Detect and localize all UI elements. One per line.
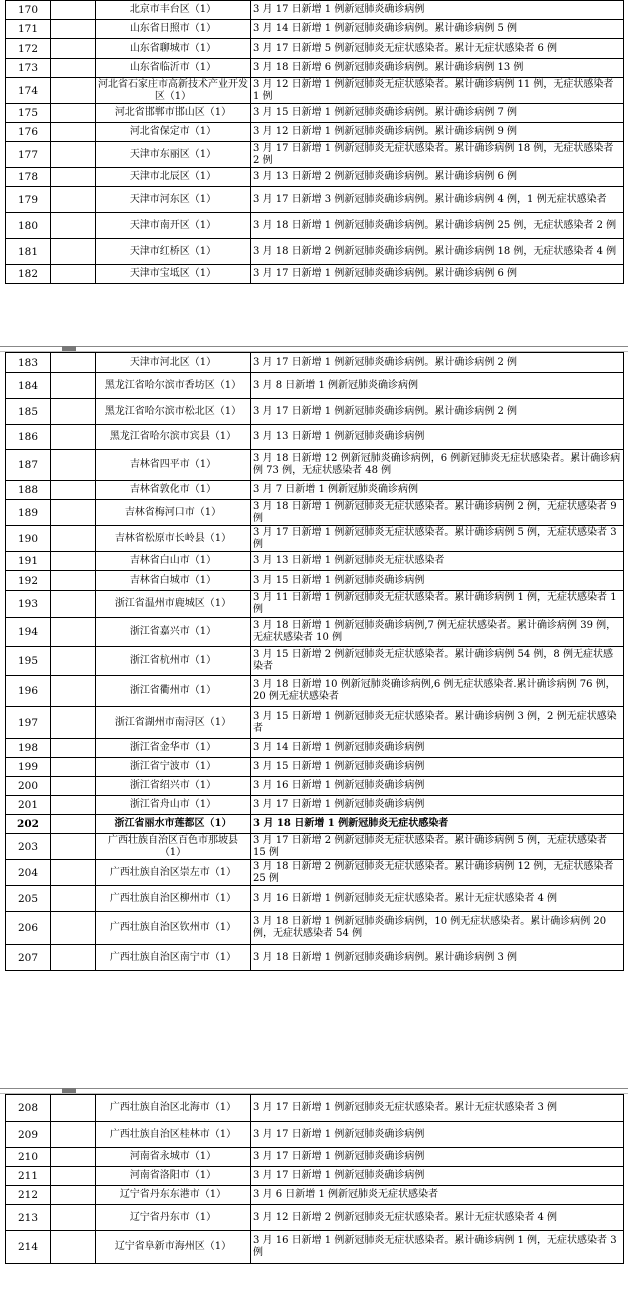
region-cell: 河北省邯郸市邯山区（1） (96, 104, 251, 123)
region-cell: 广西壮族自治区百色市那坡县（1） (96, 834, 251, 860)
region-cell: 河南省洛阳市（1） (96, 1167, 251, 1186)
region-cell: 黑龙江省哈尔滨市宾县（1） (96, 425, 251, 450)
region-cell: 吉林省四平市（1） (96, 450, 251, 481)
table-row (6, 39, 624, 59)
region-cell: 辽宁省丹东东港市（1） (96, 1186, 251, 1205)
region-cell: 吉林省白山市（1） (96, 552, 251, 571)
description-cell: 3 月 18 日新增 2 例新冠肺炎无症状感染者。累计确诊病例 12 例，无症状感染者 25 例 (251, 860, 624, 886)
row-number: 213 (6, 1205, 51, 1231)
region-cell: 天津市河东区（1） (96, 187, 251, 213)
description-cell: 3 月 15 日新增 1 例新冠肺炎无症状感染者。累计确诊病例 3 例，2 例无症状感染者 (251, 707, 624, 739)
empty-cell (51, 104, 96, 123)
region-cell: 吉林省敦化市（1） (96, 481, 251, 500)
table-row (6, 571, 624, 591)
table-row (6, 834, 624, 860)
description-cell: 3 月 11 日新增 1 例新冠肺炎无症状感染者。累计确诊病例 1 例，无症状感染者 1 例 (251, 591, 624, 618)
region-cell: 浙江省丽水市莲都区（1） (96, 815, 251, 834)
table-row (6, 1205, 624, 1231)
description-cell: 3 月 17 日新增 1 例新冠肺炎确诊病例 (251, 1167, 624, 1186)
empty-cell (51, 1148, 96, 1167)
table-row (6, 373, 624, 399)
case-table (5, 352, 624, 971)
row-number: 184 (6, 373, 51, 399)
row-number: 188 (6, 481, 51, 500)
empty-cell (51, 39, 96, 59)
description-cell: 3 月 15 日新增 1 例新冠肺炎确诊病例 (251, 758, 624, 777)
description-cell: 3 月 18 日新增 1 例新冠肺炎无症状感染者。累计确诊病例 2 例，无症状感染者 9 例 (251, 500, 624, 526)
table-row (6, 1186, 624, 1205)
empty-cell (51, 373, 96, 399)
row-number: 178 (6, 168, 51, 187)
description-cell: 3 月 17 日新增 5 例新冠肺炎无症状感染者。累计无症状感染者 6 例 (251, 39, 624, 59)
description-cell: 3 月 12 日新增 2 例新冠肺炎无症状感染者。累计无症状感染者 4 例 (251, 1205, 624, 1231)
empty-cell (51, 481, 96, 500)
empty-cell (51, 552, 96, 571)
empty-cell (51, 676, 96, 707)
region-cell: 天津市红桥区（1） (96, 239, 251, 265)
empty-cell (51, 1231, 96, 1264)
empty-cell (51, 20, 96, 39)
table-row (6, 450, 624, 481)
row-number: 214 (6, 1231, 51, 1264)
row-number: 205 (6, 886, 51, 912)
table-row (6, 1, 624, 20)
table-row (6, 912, 624, 945)
empty-cell (51, 618, 96, 647)
row-number: 198 (6, 739, 51, 758)
region-cell: 山东省聊城市（1） (96, 39, 251, 59)
empty-cell (51, 239, 96, 265)
description-cell: 3 月 18 日新增 1 例新冠肺炎无症状感染者 (251, 815, 624, 834)
description-cell: 3 月 17 日新增 1 例新冠肺炎确诊病例 (251, 796, 624, 815)
row-number: 193 (6, 591, 51, 618)
description-cell: 3 月 15 日新增 1 例新冠肺炎确诊病例 (251, 571, 624, 591)
region-cell: 浙江省衢州市（1） (96, 676, 251, 707)
table-row (6, 676, 624, 707)
empty-cell (51, 425, 96, 450)
page-break-mark (62, 1088, 76, 1093)
table-row (6, 1231, 624, 1264)
empty-cell (51, 450, 96, 481)
region-cell: 浙江省嘉兴市（1） (96, 618, 251, 647)
table-row (6, 265, 624, 284)
description-cell: 3 月 13 日新增 1 例新冠肺炎确诊病例 (251, 425, 624, 450)
empty-cell (51, 123, 96, 142)
region-cell: 河南省永城市（1） (96, 1148, 251, 1167)
row-number: 180 (6, 213, 51, 239)
region-cell: 广西壮族自治区崇左市（1） (96, 860, 251, 886)
description-cell: 3 月 16 日新增 1 例新冠肺炎确诊病例 (251, 777, 624, 796)
empty-cell (51, 78, 96, 104)
row-number: 207 (6, 945, 51, 971)
description-cell: 3 月 15 日新增 2 例新冠肺炎无症状感染者。累计确诊病例 54 例，8 例无症状感染者 (251, 647, 624, 676)
description-cell: 3 月 17 日新增 1 例新冠肺炎无症状感染者。累计无症状感染者 3 例 (251, 1095, 624, 1122)
description-cell: 3 月 18 日新增 1 例新冠肺炎确诊病例。累计确诊病例 3 例 (251, 945, 624, 971)
row-number: 195 (6, 647, 51, 676)
table-row (6, 886, 624, 912)
empty-cell (51, 168, 96, 187)
empty-cell (51, 526, 96, 552)
table-row (6, 123, 624, 142)
table-row (6, 1122, 624, 1148)
region-cell: 浙江省绍兴市（1） (96, 777, 251, 796)
row-number: 173 (6, 59, 51, 78)
empty-cell (51, 1, 96, 20)
row-number: 211 (6, 1167, 51, 1186)
description-cell: 3 月 17 日新增 1 例新冠肺炎确诊病例 (251, 1122, 624, 1148)
empty-cell (51, 886, 96, 912)
case-table (5, 1094, 624, 1264)
region-cell: 广西壮族自治区桂林市（1） (96, 1122, 251, 1148)
row-number: 171 (6, 20, 51, 39)
row-number: 208 (6, 1095, 51, 1122)
description-cell: 3 月 18 日新增 10 例新冠肺炎确诊病例,6 例无症状感染者.累计确诊病例 76 例，20 例无症状感染者 (251, 676, 624, 707)
row-number: 192 (6, 571, 51, 591)
row-number: 185 (6, 399, 51, 425)
page-2 (0, 352, 628, 1090)
description-cell: 3 月 17 日新增 3 例新冠肺炎确诊病例。累计确诊病例 4 例，1 例无症状感染者 (251, 187, 624, 213)
description-cell: 3 月 17 日新增 1 例新冠肺炎无症状感染者。累计确诊病例 5 例，无症状感染者 3 例 (251, 526, 624, 552)
description-cell: 3 月 17 日新增 1 例新冠肺炎确诊病例 (251, 1, 624, 20)
description-cell: 3 月 18 日新增 1 例新冠肺炎确诊病例,7 例无症状感染者。累计确诊病例 39 例，无症状感染者 10 例 (251, 618, 624, 647)
row-number: 190 (6, 526, 51, 552)
table-row (6, 481, 624, 500)
region-cell: 山东省临沂市（1） (96, 59, 251, 78)
row-number: 177 (6, 142, 51, 168)
row-number: 206 (6, 912, 51, 945)
row-number: 170 (6, 1, 51, 20)
row-number: 189 (6, 500, 51, 526)
table-row (6, 758, 624, 777)
region-cell: 广西壮族自治区北海市（1） (96, 1095, 251, 1122)
empty-cell (51, 187, 96, 213)
table-row (6, 78, 624, 104)
case-table (5, 0, 624, 284)
description-cell: 3 月 8 日新增 1 例新冠肺炎确诊病例 (251, 373, 624, 399)
region-cell: 浙江省宁波市（1） (96, 758, 251, 777)
row-number: 202 (6, 815, 51, 834)
description-cell: 3 月 17 日新增 2 例新冠肺炎无症状感染者。累计确诊病例 5 例，无症状感染者 15 例 (251, 834, 624, 860)
empty-cell (51, 707, 96, 739)
row-number: 196 (6, 676, 51, 707)
empty-cell (51, 213, 96, 239)
empty-cell (51, 571, 96, 591)
row-number: 204 (6, 860, 51, 886)
region-cell: 河北省保定市（1） (96, 123, 251, 142)
description-cell: 3 月 18 日新增 1 例新冠肺炎确诊病例，10 例无症状感染者。累计确诊病例 20 例，无症状感染者 54 例 (251, 912, 624, 945)
description-cell: 3 月 16 日新增 1 例新冠肺炎无症状感染者。累计确诊病例 1 例，无症状感染者 3 例 (251, 1231, 624, 1264)
table-row (6, 353, 624, 373)
empty-cell (51, 1122, 96, 1148)
row-number: 181 (6, 239, 51, 265)
empty-cell (51, 912, 96, 945)
region-cell: 浙江省湖州市南浔区（1） (96, 707, 251, 739)
region-cell: 浙江省金华市（1） (96, 739, 251, 758)
row-number: 199 (6, 758, 51, 777)
row-number: 194 (6, 618, 51, 647)
row-number: 172 (6, 39, 51, 59)
region-cell: 天津市东丽区（1） (96, 142, 251, 168)
table-row (6, 526, 624, 552)
table-row (6, 815, 624, 834)
description-cell: 3 月 18 日新增 2 例新冠肺炎确诊病例。累计确诊病例 18 例，无症状感染者 4 例 (251, 239, 624, 265)
table-row (6, 59, 624, 78)
region-cell: 辽宁省丹东市（1） (96, 1205, 251, 1231)
description-cell: 3 月 6 日新增 1 例新冠肺炎无症状感染者 (251, 1186, 624, 1205)
region-cell: 辽宁省阜新市海州区（1） (96, 1231, 251, 1264)
row-number: 197 (6, 707, 51, 739)
row-number: 191 (6, 552, 51, 571)
table-row (6, 142, 624, 168)
table-row (6, 239, 624, 265)
table-row (6, 213, 624, 239)
table-row (6, 425, 624, 450)
row-number: 209 (6, 1122, 51, 1148)
description-cell: 3 月 17 日新增 1 例新冠肺炎无症状感染者。累计确诊病例 18 例，无症状感染者 2 例 (251, 142, 624, 168)
empty-cell (51, 353, 96, 373)
empty-cell (51, 796, 96, 815)
page-1 (0, 0, 628, 346)
description-cell: 3 月 18 日新增 12 例新冠肺炎确诊病例，6 例新冠肺炎无症状感染者。累计确诊病例 73 例，无症状感染者 48 例 (251, 450, 624, 481)
region-cell: 浙江省杭州市（1） (96, 647, 251, 676)
region-cell: 广西壮族自治区南宁市（1） (96, 945, 251, 971)
region-cell: 山东省日照市（1） (96, 20, 251, 39)
description-cell: 3 月 18 日新增 6 例新冠肺炎确诊病例。累计确诊病例 13 例 (251, 59, 624, 78)
row-number: 187 (6, 450, 51, 481)
description-cell: 3 月 17 日新增 1 例新冠肺炎确诊病例。累计确诊病例 2 例 (251, 353, 624, 373)
empty-cell (51, 1205, 96, 1231)
description-cell: 3 月 16 日新增 1 例新冠肺炎无症状感染者。累计无症状感染者 4 例 (251, 886, 624, 912)
row-number: 212 (6, 1186, 51, 1205)
description-cell: 3 月 13 日新增 2 例新冠肺炎确诊病例。累计确诊病例 6 例 (251, 168, 624, 187)
description-cell: 3 月 12 日新增 1 例新冠肺炎无症状感染者。累计确诊病例 11 例，无症状感染者 1 例 (251, 78, 624, 104)
table-row (6, 618, 624, 647)
empty-cell (51, 142, 96, 168)
region-cell: 天津市北辰区（1） (96, 168, 251, 187)
table-row (6, 707, 624, 739)
table-row (6, 1148, 624, 1167)
row-number: 201 (6, 796, 51, 815)
empty-cell (51, 1167, 96, 1186)
page-3 (0, 1094, 628, 1295)
empty-cell (51, 777, 96, 796)
region-cell: 天津市南开区（1） (96, 213, 251, 239)
empty-cell (51, 739, 96, 758)
table-row (6, 591, 624, 618)
empty-cell (51, 815, 96, 834)
table-row (6, 796, 624, 815)
empty-cell (51, 399, 96, 425)
description-cell: 3 月 13 日新增 1 例新冠肺炎无症状感染者 (251, 552, 624, 571)
table-row (6, 399, 624, 425)
table-row (6, 552, 624, 571)
table-row (6, 647, 624, 676)
table-row (6, 500, 624, 526)
table-row (6, 739, 624, 758)
table-row (6, 945, 624, 971)
row-number: 176 (6, 123, 51, 142)
table-row (6, 777, 624, 796)
empty-cell (51, 834, 96, 860)
table-row (6, 104, 624, 123)
page-break-mark (62, 346, 76, 351)
description-cell: 3 月 17 日新增 1 例新冠肺炎确诊病例。累计确诊病例 6 例 (251, 265, 624, 284)
description-cell: 3 月 18 日新增 1 例新冠肺炎确诊病例。累计确诊病例 25 例，无症状感染者 2 例 (251, 213, 624, 239)
region-cell: 吉林省松原市长岭县（1） (96, 526, 251, 552)
region-cell: 黑龙江省哈尔滨市香坊区（1） (96, 373, 251, 399)
row-number: 182 (6, 265, 51, 284)
table-row (6, 1167, 624, 1186)
region-cell: 天津市河北区（1） (96, 353, 251, 373)
empty-cell (51, 945, 96, 971)
row-number: 175 (6, 104, 51, 123)
empty-cell (51, 1095, 96, 1122)
region-cell: 浙江省舟山市（1） (96, 796, 251, 815)
empty-cell (51, 500, 96, 526)
description-cell: 3 月 17 日新增 1 例新冠肺炎确诊病例 (251, 1148, 624, 1167)
description-cell: 3 月 7 日新增 1 例新冠肺炎确诊病例 (251, 481, 624, 500)
description-cell: 3 月 14 日新增 1 例新冠肺炎确诊病例 (251, 739, 624, 758)
table-row (6, 20, 624, 39)
empty-cell (51, 265, 96, 284)
description-cell: 3 月 15 日新增 1 例新冠肺炎确诊病例。累计确诊病例 7 例 (251, 104, 624, 123)
row-number: 179 (6, 187, 51, 213)
row-number: 200 (6, 777, 51, 796)
row-number: 210 (6, 1148, 51, 1167)
row-number: 186 (6, 425, 51, 450)
row-number: 203 (6, 834, 51, 860)
empty-cell (51, 860, 96, 886)
region-cell: 广西壮族自治区钦州市（1） (96, 912, 251, 945)
empty-cell (51, 647, 96, 676)
region-cell: 吉林省白城市（1） (96, 571, 251, 591)
table-row (6, 168, 624, 187)
empty-cell (51, 591, 96, 618)
table-row (6, 187, 624, 213)
region-cell: 广西壮族自治区柳州市（1） (96, 886, 251, 912)
row-number: 183 (6, 353, 51, 373)
region-cell: 吉林省梅河口市（1） (96, 500, 251, 526)
empty-cell (51, 59, 96, 78)
region-cell: 浙江省温州市鹿城区（1） (96, 591, 251, 618)
region-cell: 天津市宝坻区（1） (96, 265, 251, 284)
description-cell: 3 月 12 日新增 1 例新冠肺炎确诊病例。累计确诊病例 9 例 (251, 123, 624, 142)
empty-cell (51, 1186, 96, 1205)
table-row (6, 1095, 624, 1122)
table-row (6, 860, 624, 886)
description-cell: 3 月 17 日新增 1 例新冠肺炎确诊病例。累计确诊病例 2 例 (251, 399, 624, 425)
row-number: 174 (6, 78, 51, 104)
region-cell: 北京市丰台区（1） (96, 1, 251, 20)
description-cell: 3 月 14 日新增 1 例新冠肺炎确诊病例。累计确诊病例 5 例 (251, 20, 624, 39)
empty-cell (51, 758, 96, 777)
region-cell: 黑龙江省哈尔滨市松北区（1） (96, 399, 251, 425)
region-cell: 河北省石家庄市高新技术产业开发区（1） (96, 78, 251, 104)
